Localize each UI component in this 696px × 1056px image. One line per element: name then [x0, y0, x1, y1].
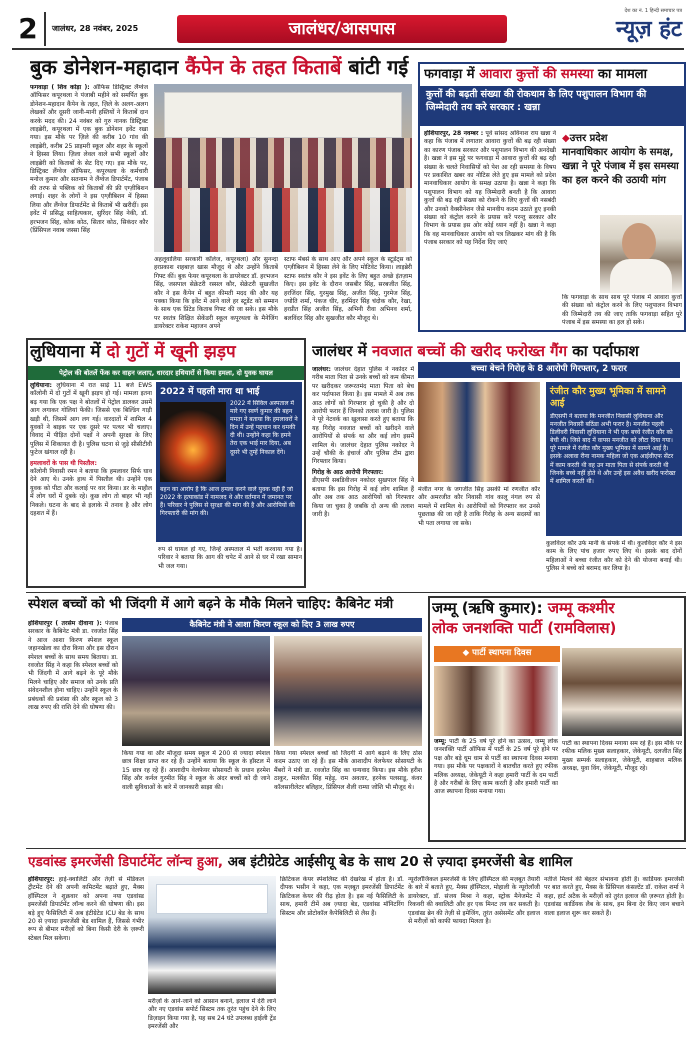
- portrait-body: [610, 259, 672, 293]
- story5-photo-2: [274, 636, 422, 746]
- story7-byline: होशियारपुर:: [28, 876, 55, 883]
- masthead-rule: [12, 48, 684, 50]
- story1-byline: फगवाड़ा ( शिव कोड़ा ):: [30, 84, 90, 91]
- story3-body2: कॉलोनी निवासी रमन ने बताया कि हमलावर सिर्फ घाव देने आए थे। उनके हाथ में पिस्तौल थी। उन्होंने एक युवक को पीटा और कलाई पर वार किया। डर के माहौल में लोग घरों में दुबके रहे। कुछ लोग तो बाहर भी नहीं निकले। घटना के बाद से इलाके में तनाव है और लोग दहशत में हैं।: [30, 468, 152, 518]
- people-row-back: [154, 138, 412, 188]
- story6-strip-text: पार्टी स्थापना दिवस: [472, 648, 532, 659]
- story6-headline: [432, 598, 682, 638]
- story3-strip: पेट्रोल की बोतलें फेंक कर वाहन जलाए, धारदार हथियारों से किया हमला, दो युवक घायल: [28, 366, 304, 380]
- story5-byline: होशियारपुर ( तरसेम दीवाना ):: [28, 620, 102, 627]
- story7-headline-a: एडवांस्ड इमरजेंसी डिपार्टमेंट लॉन्च हुआ,: [28, 854, 223, 870]
- story5-body: पंजाब सरकार के कैबिनेट मंत्री डा. रवजोत सिंह ने आज आशा किरण स्पेशल स्कूल जहानखेला का दौरा किया और इस दौरान स्पेशल बच्चों के साथ समय बिताया। डा. रवजोत सिंह ने कहा कि स्पेशल बच्चों को भी जिंदगी में आगे बढ़ने के पूरे मौके मिलने चाहिए और समाज को उनके प्रति संवेदनशील होना चाहिए। उन्होंने स्कूल के प्रबंधकों की प्रशंसा की और स्कूल को 3 लाख रुपए की राशि देने की घोषणा की।: [28, 620, 118, 712]
- story4-col1: [312, 366, 414, 584]
- story6-headline-c: लोक जनशक्ति पार्टी (रामविलास): [432, 619, 617, 637]
- story5-photo-1: [122, 636, 270, 746]
- story7-col2: मरीज़ों के आने-जाने को आसान बनाने, इलाज में देरी लाने और नए एडवांस सपोर्ट सिस्टम तक तुरंत पहुंच देने के लिए डिज़ाइन किया गया है, यह सब 24 घंटे उपलब्ध हाईली ट्रेंड इमरजेंसी और: [148, 998, 276, 1031]
- newspaper-logo: न्यूज़ हंट: [615, 17, 682, 42]
- story3-box-title: 2022 में पहली मारा था भाई: [160, 387, 260, 397]
- story6-headline-b: जम्मू कश्मीर: [547, 599, 615, 617]
- story6-photo-1: [434, 666, 558, 736]
- story6-body: [434, 738, 558, 838]
- story7-col1: [28, 876, 144, 1044]
- story2-subheadline: कुत्तों की बढ़ती संख्या की रोकथाम के लिए पशुपालन विभाग की जिम्मेदारी तय करे सरकार : खन्ना: [420, 86, 684, 126]
- story4-headline-b: नवजात बच्चों की खरीद फरोख्त गैंग: [371, 342, 568, 360]
- story7-headline: [28, 852, 684, 872]
- story3-box-body: 2022 में सिविल अस्पताल में मारे गए स्वर्ण कुमार की बहन ममता ने बताया कि हमलावरों ने दिन में उन्हें पहचान कर धमकी दी थी। उन्होंने कहा कि हमने तेरा एक भाई मार दिया, अब दूसरे भी तुम्हें निकाल देंगे।: [230, 400, 298, 456]
- story4-strip: बच्चा बेचने गिरोह के 8 आरोपी गिरफ्तार, 2 फरार: [418, 362, 680, 378]
- story3-body: लुधियाना में रात साढ़े 11 बजे EWS कॉलोनी में दो गुटों में खूनी झड़प हो गई। मामला इतना बढ़ गया कि एक पक्ष ने बोतलों में पेट्रोल डालकर उसमें आग लगाकर गोलियां फेंकी। जिससे एक बिल्डिंग गाड़ी खड़ी थी, जिसमें आग लग गई। वारदातों में शामिल 4 युवकों ने बाइक पर एक दूसरे पर पत्थर भी चलाए। विवाद में पीड़ित दोनों पक्षों ने अपनी सुरक्षा के लिए पुलिस में शिकायत दी है। पुलिस घटना से जुड़े सीसीटीवी फुटेज खंगाल रही है।: [30, 382, 152, 457]
- story6-photo-2: [562, 648, 682, 736]
- story2-body: [424, 130, 556, 330]
- divider-2: [26, 848, 686, 849]
- quote-head: ◆उत्तर प्रदेश: [562, 133, 608, 144]
- story4-box-body: डीएसपी ने बताया कि मनजीत निवासी लुधियाना और मनजीत निवासी बठिंडा अभी फरार है। मनजीत पहली डिलीवरी निवासी लुधियाना ने भी एक बच्चे रंजीत कौर को बेची थी। जिसे बाद में वापस मनजीत को लौटा दिया गया। पूरे मामले में रंजीत कौर मुख्य भूमिका में सामने आई है। इसके अलावा रीना नामक महिला जो एक आईवीएफ सेंटर में काम करती थी वह उन माता पिता से संपर्क करती थी जिनके बच्चे नहीं होते थे और उन्हें इस अवैध खरीद फरोख्त में शामिल करती थी।: [550, 413, 676, 485]
- story6-caption: पार्टी का स्थापना दिवस मनाया सम रहे हैं। इस मौके पर रफीक मलिक मुख्य सलाहकार, जेकेयूटी, दलजीत सिंह मुख्य सम्पर्क सलाहकार, जेकेयूटी, शाहबाज मलिक अध्यक्ष, युवा विंग, जेकेयूटी, मौजूद रहे।: [562, 740, 682, 773]
- story1-col1-text: ऑफिस डिस्ट्रिक्ट लैंग्वेज ऑफिसर कपूरथला ने पंजाबी महीने को समर्पित बुक डोनेशन-महादान कैंपेन के तहत, ज़िले के अलग-अलग लेखकों और दूसरी जानी-मानी हस्तियों ने किताबें दान करके मदद की। 24 नवंबर को गुरु नानक डिस्ट्रिक्ट लाइब्रेरी, कपूरथला में एक बुक डोनेशन इवेंट रखा गया। इस मौके पर ज़िले की करीब 10 गांव की लाइब्रेरी, करीब 25 प्राइमरी स्कूल और शहर के स्कूलों ने हिस्सा लिया। ज़िला लेवल वाले सभी स्कूलों और लाइब्रेरी को किताबों के सेट दिए गए। इस मौके पर, डिस्ट्रिक्ट लैंग्वेज ऑफिसर, कपूरथला के कर्मचारी मनोज कुमार और सतनाम ने लैंग्वेज डिपार्टमेंट, पंजाब की तरफ से पब्लिक को किताबों की फ्री एग्ज़ीबिशन लगाई। शहर के लोगों ने इस एग्ज़ीबिशन में हिस्सा लिया और लैंग्वेज डिपार्टमेंट से किताबें भी खरीदीं। इस इवेंट में प्रसिद्ध साहित्यकार, सुरिंदर सिंह नेकी, डॉ. हरभजन सिंह, कोक कोठ, सितार कोठ, सिकंदर कौर (प्रिंसिपल नवाब जस्सा सिंह: [30, 84, 148, 234]
- banner-backdrop: [164, 92, 402, 138]
- story7-col4: न्यूरोलॉजिकल इमरजेंसी के लिए हॉस्पिटल की मज़बूत तैयारी के बारे में बताते हुए, मैक्स हॉस्पिटल, मोहाली के न्यूरोलॉजी डायरेक्टर, डॉ. संजय मिश्रा ने कहा, स्ट्रोक मैनेजमेंट में रिकवरी की क्वालिटी और हर एक मिनट तय कर सकती है। एडवांस्ड ब्रेन की तेज़ी से इमेजिंग, तुरंत असेसमेंट और इलाज से मरीज़ों को काफी फायदा मिलता है।: [408, 876, 540, 926]
- story5-col1: [28, 620, 118, 842]
- story5-col2: किया गया था और मौजूदा समय स्कूल में 200 से ज्यादा स्पेशल छात्र शिक्षा प्राप्त कर रहे हैं। उन्होंने बताया कि स्कूल के हॉस्टल में 15 छात्र रह रहे हैं। आशादीप वेलफेयर सोसायटी के प्रधान हरमेश सिंह और कर्नल गुरमीत सिंह ने स्कूल के अंदर बच्चों को दी जाने वाली सुविधाओं के बारे में जानकारी साझा की।: [122, 750, 270, 791]
- logo-tagline: देश का नं. 1 हिन्दी समाचार पत्र: [624, 8, 682, 14]
- story6-body-text: पार्टी के 25 वर्ष पूरे होने का उत्सव, जम्मू लोक जनशक्ति पार्टी ऑफिस में पार्टी के 25 वर्ष पूरे होने पर पक्ष और बड़े धूम धाम से पार्टी का स्थापना दिवस मनाया गया। इस मौके पर पक्षकारों ने बातचीत करते हुए रफीक मलिक अध्यक्ष, जेकेयूटी ने कहा हमारी पार्टी के दम पार्टी है और गरीबों के लिए काम करती है और हमारी पार्टी का आज स्थापना दिवस मनाया गया।: [434, 738, 558, 796]
- story4-body3: मंजीत नगर के जगजीत सिंह उसकी मां रणजीत कौर और अमरजीत कौर निवासी गांव कालू नंगल रुप से मामले में शामिल थे। आरोपियों को गिरफ्तार कर उनसे पूछताछ की जा रही है ताकि गिरोह के अन्य सदस्यों का भी पता लगाया जा सके।: [418, 486, 540, 527]
- story4-headline: [312, 340, 686, 362]
- story1-headline: [30, 54, 410, 80]
- story3-fire-photo: [160, 402, 226, 482]
- story7-col5: नतीजे मिलने की बेहतर संभावना होती है। कार्डियक इमरजेंसी पर बात करते हुए, मैक्स के प्रिंसिपल कंसल्टेंट डॉ. राकेश शर्मा ने कहा, हार्ट अटैक के मरीज़ों को तुरंत इलाज की ज़रूरत होती है। एडवांस्ड कार्डियक लैब के साथ, हम बिना देर किए जान बचाने वाला इलाज शुरू कर सकते हैं।: [544, 876, 684, 917]
- story1-headline-b: कैंपेन के तहत किताबें: [185, 55, 342, 79]
- story6-headline-a: जम्मू (ऋषि कुमार):: [432, 599, 548, 617]
- story4-body4: कुलविंदर कौर उर्फ मानी के संपर्क में थी। कुलविंदर कौर ने इस काम के लिए पांच हजार रुपए लिए थे। इसके बाद दोनों महिलाओं ने बच्चा रंजीत कौर को देने की योजना बनाई थी। पुलिस ने बच्चे को बरामद कर लिया है।: [546, 540, 682, 573]
- page-number: 2: [12, 12, 46, 46]
- story4-sub1: गिरोह के आठ आरोपी गिरफ्तार:: [312, 468, 384, 476]
- divider-1: [26, 592, 686, 593]
- masthead: [12, 8, 684, 46]
- portrait-head: [622, 223, 656, 263]
- story1-col3: स्टाफ मेंबर्स के साथ आए और अपने स्कूल के स्टूडेंट्स को एग्ज़ीबिशन में हिस्सा लेने के लिए मोटिवेट किया। लाइब्रेरी स्टाफ स्वतंत्र कौर ने इस इवेंट के लिए बहुत अच्छे इंतज़ाम किए। इस इवेंट के दौरान जसबीर सिंह, सरबजीत सिंह, हरजिंदर सिंह, गुरमुख सिंह, अजीत सिंह, गुरमेज सिंह, ज्योति शर्मा, पंकज धीर, हरमिंदर सिंह चंदोक कौर, रेखा, हरप्रीत सिंह अजीत सिंह, अभिनी रीवा अभिनव शर्मा, बलविंदर सिंह और सुखजीत कौर मौजूद थे।: [284, 256, 412, 322]
- quote-text: मानवाधिकार आयोग के समक्ष, खन्ना ने पूरे पंजाब में इस समस्या का हल करने की उठायी मांग: [562, 147, 679, 186]
- story6-byline: जम्मू:: [434, 738, 447, 745]
- story3-headline-a: लुधियाना में: [30, 342, 107, 362]
- story5-strip: कैबिनेट मंत्री ने आशा किरण स्कूल को दिए 3 लाख रुपए: [122, 618, 422, 632]
- story7-headline-b: अब इंटीग्रेटेड आईसीयू बेड के साथ 20 से ज़्यादा इमरजेंसी बेड शामिल: [223, 854, 573, 870]
- story6-strip: [434, 646, 560, 662]
- people-row-front: [154, 188, 412, 252]
- story3-sub1: हमलावरों के पास थी पिस्तौल:: [30, 459, 97, 467]
- story4-box-title: रंजीत कौर मुख्य भूमिका में सामने आई: [550, 386, 666, 409]
- story2-headline-a: फगवाड़ा में: [424, 67, 480, 82]
- story2-body-text: पूर्व सांसद अविनाश राय खन्ना ने कहा कि पंजाब में लगातार आवारा कुत्तों की बढ़ रही संख्या का कारण पंजाब सरकार और पशुपालन विभाग की अनदेखी है। खन्ना ने इस मुद्दे पर फगवाड़ा में आवारा कुत्तों की बढ़ रही संख्या के चलते निवासियों को पेश आ रही समस्या के विषय पर प्रकाशित खबर का नोटिस लेते हुए इस मामले को प्रदेश मानवाधिकार आयोग के समक्ष उठाया है। खन्ना ने कहा कि पशुपालन विभाग को यह जिम्मेदारी बनती है कि आवारा कुत्तों की बढ़ रही संख्या को रोकने के लिए कुत्तों की नसबंदी और उनको वैक्सीनेशन जैसे मानवीय कदम उठाते हुए इनकी संख्या को कंट्रोल करने के प्रयास करें परन्तु सरकार और विभाग के प्रयास इस ओर कोई ध्यान नहीं है। खन्ना ने कहा कि वह मानवाधिकार आयोग को पत्र लिखकर मांग की है कि पंजाब सरकार को यह निर्देश दिए जाएं: [424, 130, 556, 247]
- story4-headline-c: का पर्दाफाश: [567, 342, 639, 360]
- hospital-backdrop: [156, 884, 268, 914]
- story7-col3: क्रिटिकल केयर स्पेशलिस्ट की देखरेख में होता है। डॉ. दीपक भसीन ने कहा, एक मज़बूत इमरजेंसी डिपार्टमेंट क्रिटिकल केयर की रीढ़ होता है। इस नई फैसिलिटी के साथ, हमारी टीमें अब ज़्यादा बेड, एडवांस्ड मॉनिटरिंग सिस्टम और प्रोटोकॉल कैपेबिलिटी से लैस हैं।: [280, 876, 404, 917]
- strip-star-icon: ◆: [462, 648, 473, 659]
- story2-headline: [424, 66, 682, 84]
- story4-headline-a: जालंधर में: [312, 342, 372, 360]
- story3-headline-b: दो गुटों में खूनी झड़प: [106, 342, 236, 362]
- story1-headline-a: बुक डोनेशन-महादान: [30, 55, 186, 79]
- story2-headline-c: का मामला: [593, 67, 647, 82]
- story2-byline: होशियारपुर, 28 नवम्बर :: [424, 130, 484, 137]
- story4-box: [546, 382, 682, 536]
- story1-photo: [154, 84, 412, 252]
- section-title: जालंधर/आसपास: [288, 19, 396, 39]
- story3-box-body2: बहन का आरोप है कि आज हमला करने वाले युवक वही हैं जो 2022 के हत्याकांड में नामजद थे और वर्तमान में जमानत पर हैं। परिवार ने पुलिस से सुरक्षा की मांग की है और आरोपियों की गिरफ्तारी की मांग की।: [160, 486, 295, 518]
- story3-col1: [30, 382, 152, 584]
- story7-photo: [148, 876, 276, 994]
- story5-col3: किया गया स्पेशल बच्चों को जिंदगी में आगे बढ़ाने के लिए ठोस कदम उठाए जा रहे हैं। इस मौके आशादीप वेलफेयर सोसायटी के मैंबरों ने मंत्री डा. रवजोत सिंह का धन्यवाद किया। इस मौके हरीश ठाकुर, मलकीत सिंह महेड़ू, राम अवतार, हरनेक पलसाडू, कंवर कॉलसारीलेटर बलिहार, प्रिंसिपल शैली राम्या जोशि भी मौजूद थे।: [274, 750, 422, 791]
- story1-headline-c: बांटी गई: [341, 55, 409, 79]
- story4-body: जालंधर देहात पुलिस ने नकोदर में गरीब माता पिता से उनके बच्चों को कम कीमत पर खरीदकर जरूरतमंद माता पिता को बेच कर पर्दाफाश किया है। इस मामले में अब तक आठ लोगों को गिरफ्तार हो चुकी है और दो आरोपी फरार हैं जिनको तलाश जारी है। पुलिस ने पूरे नेटवर्क का खुलासा करते हुए बताया कि यह गिरोह नवजात बच्चों को खरीदने वाले आरोपियों से संपर्क था और कई लोग इसमें शामिल थे। जालंधर देहात पुलिस नकोदर ने उन्हें चौकी के इंचार्ज और पुलिस टीम द्वारा गिरफ्तार किया।: [312, 366, 414, 466]
- story3-headline: [30, 340, 302, 364]
- story1-col2: अहलूवालिया सरकारी कॉलेज, कपूरथला) और सुनन्दा हरप्रकाश शहबाज़ खास मौजूद थे और उन्होंने किताबें गिफ्ट कीं। बुक फेयर कपूरथला के डायरेक्टर डॉ. हरभजन सिंह, जसपाल सेक्रेटरी रस्सल कौर, सेक्रेटरी सुखजीत कौर ने इस कैंपेन में बहुत कीमती मदद की और यह पक्का किया कि इवेंट में आने वाले हर स्टूडेंट को सम्मान के साथ एक प्रिंटेड किताब गिफ्ट की जा सके। इस मौके पर स्वतंत्र शिक्षित सेकेंडरी स्कूल कपूरथला के मैनेजिंग डायरेक्टर राकेश महाजन अपने: [154, 256, 278, 331]
- story5-headline: [28, 596, 424, 614]
- story3-byline: लुधियाना:: [30, 382, 52, 389]
- story4-body2: डीएसपी सबडिवीजन नकोदर सुखपाल सिंह ने बताया कि इस गिरोह में कई लोग शामिल हैं और अब तक आठ आरोपियों को गिरफ्तार किया जा चुका है जबकि दो अन्य की तलाश जारी है।: [312, 477, 414, 518]
- story4-photo: [418, 382, 540, 482]
- story7-col1-text: हाई-क्वालिटी और तेज़ी से मेडिकल ट्रीटमेंट देने की अपनी कमिटमेंट बढ़ाते हुए, मैक्स हॉस्पिटल ने शुक्रवार को अपना नया एडवांस्ड इमरजेंसी डिपार्टमेंट लॉन्च करने की घोषणा की। इस बड़े हुए फैसिलिटी में अब इंटीग्रेटेड ICU बेड के साथ 20 से ज़्यादा इमरजेंसी बेड शामिल हैं, जिससे गंभीर रूप से बीमार मरीज़ों को बिना किसी देरी के ज़रूरी स्टेबल मिल सकेगा।: [28, 876, 144, 942]
- story3-caption: रुप से घायल हो गए, जिन्हें अस्पताल में भर्ती करवाया गया है। परिवार ने बताया कि आग की चपेट में आने से घर में रखा सामान भी जल गया।: [158, 546, 302, 570]
- story2-caption-body: कि फगवाड़ा के साथ साथ पूरे पंजाब में आवारा कुत्तों की संख्या को कंट्रोल करने के लिए पशुपालन विभाग की जिम्मेदारी तय की जाए ताकि फगवाड़ा सहित पूरे पंजाब में इस समस्या का हल हो सके।: [562, 294, 682, 327]
- story4-byline: जालंधर:: [312, 366, 331, 373]
- story5-headline-text: स्पेशल बच्चों को भी जिंदगी में आगे बढ़ने के मौके मिलने चाहिए: कैबिनेट मंत्री: [28, 597, 394, 612]
- story2-portrait: [600, 215, 682, 293]
- quote-head-text: उत्तर प्रदेश: [569, 133, 608, 144]
- masthead-date: जालंधर, 28 नवंबर, 2025: [52, 24, 139, 33]
- story2-headline-b: आवारा कुत्तों की समस्या: [479, 67, 594, 82]
- story3-box: [156, 382, 302, 542]
